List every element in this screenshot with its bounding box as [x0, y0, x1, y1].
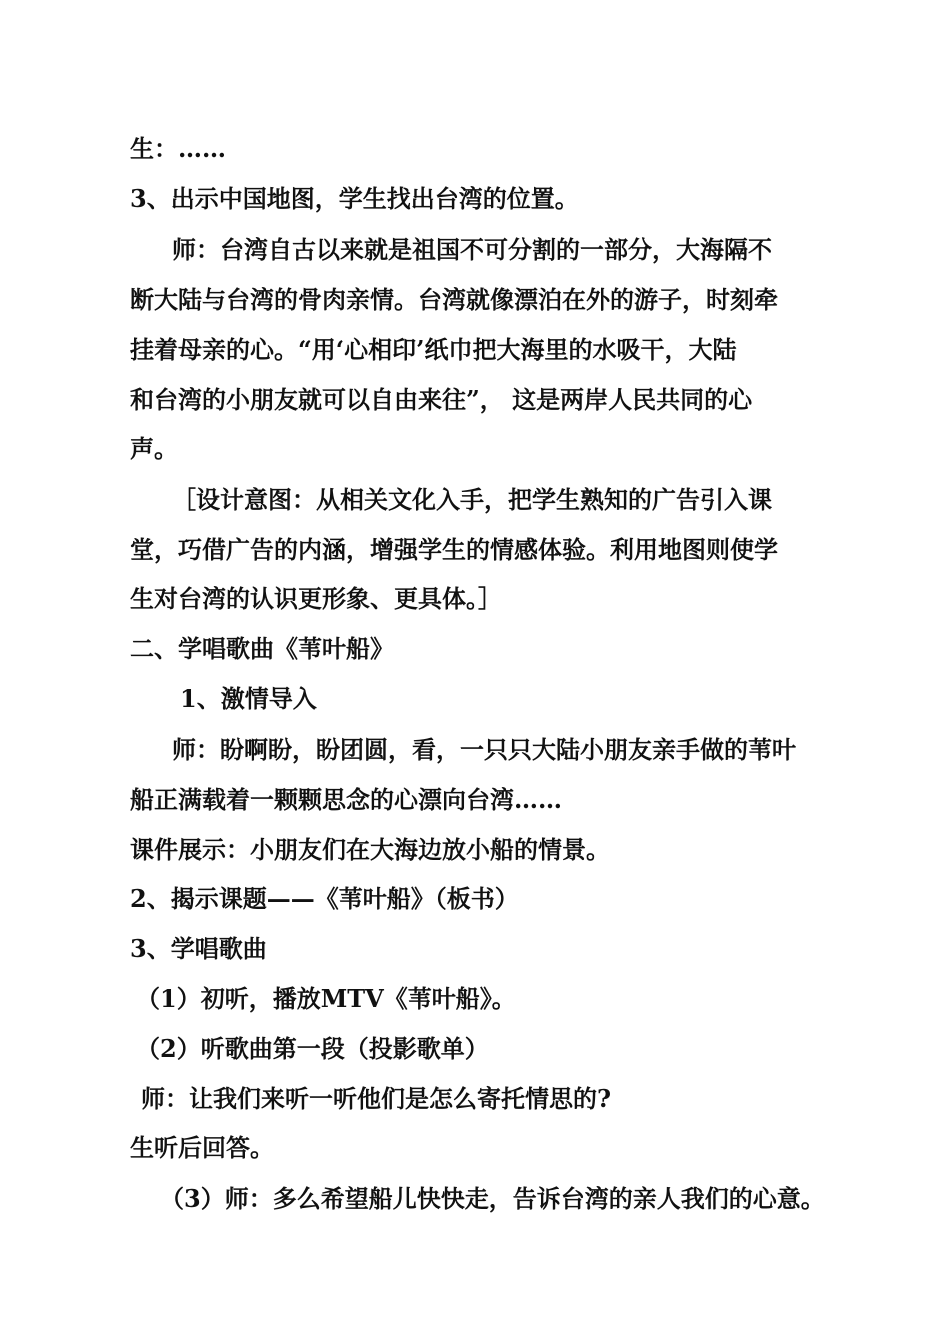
text-line-10: 生对台湾的认识更形象、更具体。］	[130, 584, 502, 613]
text-line-14: 船正满载着一颗颗思念的心漂向台湾……	[130, 785, 562, 814]
text-line-15: 课件展示：小朋友们在大海边放小船的情景。	[130, 835, 610, 864]
text-line-9: 堂，巧借广告的内涵，增强学生的情感体验。利用地图则使学	[130, 535, 778, 564]
text-line-16: 2、揭示课题——《苇叶船》（板书）	[130, 884, 519, 913]
text-line-5: 挂着母亲的心。“用‘心相印’纸巾把大海里的水吸干，大陆	[130, 335, 737, 364]
text-line-7: 声。	[130, 434, 178, 463]
text-line-6: 和台湾的小朋友就可以自由来往”， 这是两岸人民共同的心	[130, 385, 753, 414]
text-line-19: （2）听歌曲第一段（投影歌单）	[136, 1034, 489, 1063]
text-line-17: 3、学唱歌曲	[130, 934, 267, 963]
text-line-13: 师：盼啊盼，盼团圆，看，一只只大陆小朋友亲手做的苇叶	[172, 735, 796, 764]
text-line-12: 1、激情导入	[180, 684, 317, 713]
text-line-1: 生：……	[130, 134, 226, 163]
text-line-22: （3）师：多么希望船儿快快走，告诉台湾的亲人我们的心意。	[160, 1184, 825, 1213]
text-line-8: ［设计意图：从相关文化入手，把学生熟知的广告引入课	[172, 485, 772, 514]
text-line-2: 3、出示中国地图，学生找出台湾的位置。	[130, 184, 579, 213]
text-line-18: （1）初听，播放MTV《苇叶船》。	[136, 984, 516, 1013]
text-line-21: 生听后回答。	[130, 1133, 274, 1162]
text-line-20: 师：让我们来听一听他们是怎么寄托情思的?	[141, 1084, 612, 1113]
text-line-4: 断大陆与台湾的骨肉亲情。台湾就像漂泊在外的游子，时刻牵	[130, 285, 778, 314]
section-heading: 二、学唱歌曲《苇叶船》	[130, 634, 394, 663]
text-line-3: 师：台湾自古以来就是祖国不可分割的一部分，大海隔不	[172, 235, 772, 264]
